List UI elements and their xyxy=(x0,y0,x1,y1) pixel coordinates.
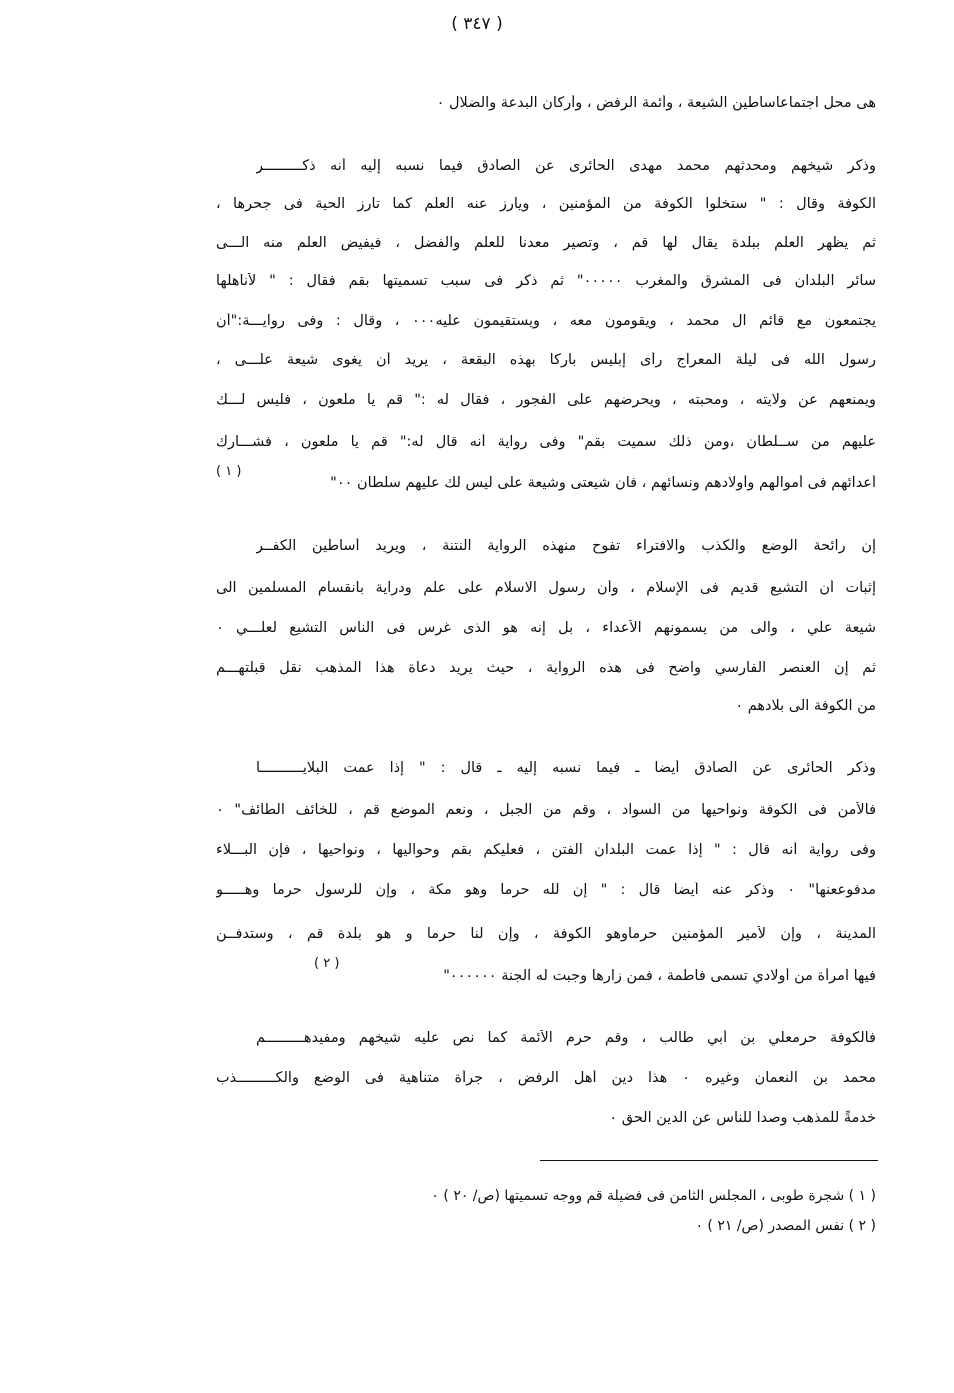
text-line: وفى رواية أنه قال : " إذا عمت البلدان الفتن ، فعليكم بقم وحواليها ، ونواحيها ، فإن البـــلاء xyxy=(216,842,876,858)
text-line: ثم إن العنصر الفارسي واضح فى هذه الرواية ، حيث يريد دعاة هذا المذهب نقل قبلتهـــم xyxy=(216,660,876,676)
text-line: شيعة علي ، والى من يسمونهم الأعداء ، بل إنه هو الذى غرس فى الناس التشيع لعلـــي ٠ xyxy=(216,620,876,636)
text-line: يجتمعون مع قائم آل محمد ، ويقومون معه ، ويستقيمون عليه٠٠٠ ، وقال : وفى روايـــة:"أن xyxy=(216,313,876,329)
text-line: وذكر شيخهم ومحدثهم محمد مهدى الحائرى عن الصادق فيما نسبه إليه أنه ذكـــــــــر xyxy=(256,158,876,174)
text-line: من الكوفة الى بلادهم ٠ xyxy=(735,698,876,714)
text-line: المدينة ، وإن لأمير المؤمنين حرماوهو الكوفة ، وإن لنا حرما و هو بلدة قم ، وستدفــن xyxy=(216,926,876,942)
page-number: ( ٣٤٧ ) xyxy=(451,14,503,34)
text-line: ثم يظهر العلم ببلدة يقال لها قم ، وتصير معدنا للعلم والفضل ، فيفيض العلم منه الـــى xyxy=(216,235,876,251)
text-line: وذكر الحائرى عن الصادق أيضا ـ فيما نسبه إليه ـ قال : " إذا عمت البلايــــــــــا xyxy=(256,760,876,776)
text-line: عليهم من ســلطان ،ومن ذلك سميت بقم" وفى رواية أنه قال له:" قم يا ملعون ، فشـــارك xyxy=(216,434,876,450)
text-line: أعدائهم فى أموالهم وأولادهم ونسائهم ، فان شيعتى وشيعة على ليس لك عليهم سلطان ٠٠" xyxy=(330,475,876,491)
footnote: ( ١ ) شجرة طوبى ، المجلس الثامن فى فضيلة قم ووجه تسميتها (ص/ ٢٠ ) ٠ xyxy=(431,1188,876,1204)
text-line: الكوفة وقال : " ستخلوا الكوفة من المؤمنين ، ويأرز عنه العلم كما تأرز الحية فى جحرها ، xyxy=(216,196,876,212)
text-line: خدمةً للمذهب وصداً للناس عن الدين الحق ٠ xyxy=(609,1110,876,1126)
footnote: ( ٢ ) نفس المصدر (ص/ ٢١ ) ٠ xyxy=(695,1218,876,1234)
reference-marker: ( ١ ) xyxy=(216,464,242,479)
footnote-separator xyxy=(540,1160,878,1161)
text-line: فالكوفة حرمعلي بن أبي طالب ، وقم حرم الأئمة كما نص عليه شيخهم ومفيدهـــــــــم xyxy=(256,1030,876,1046)
text-line: رسول الله فى ليلة المعراج رأى إبليس باركا بهذه البقعة ، يريد أن يغوى شيعة علـــى ، xyxy=(216,352,876,368)
text-line: فالأمن فى الكوفة ونواحيها من السواد ، وقم من الجبل ، ونعم الموضع قم ، للخائف الطائف" ٠ xyxy=(216,802,876,818)
reference-marker: ( ٢ ) xyxy=(314,956,340,971)
text-line: ويمنعهم عن ولايته ، ومحبته ، ويحرضهم على الفجور ، فقال له :" قم يا ملعون ، فليس لـــك xyxy=(216,392,876,408)
text-line: سائر البلدان فى المشرق والمغرب ٠٠٠٠٠" ثم ذكر فى سبب تسميتها بقم فقال : " لأنأهلها xyxy=(216,273,876,289)
text-line: محمد بن النعمان وغيره ٠ هذا دين أهل الرفض ، جرأة متناهية فى الوضع والكـــــــــذب xyxy=(216,1070,876,1086)
text-line: إثبات أن التشيع قديم فى الإسلام ، وأن رسول الاسلام على علم ودراية بانقسام المسلمين الى xyxy=(216,580,876,596)
text-line: إن رائحة الوضع والكذب والافتراء تفوح منهذه الرواية النتنة ، ويريد أساطين الكفــر xyxy=(256,538,876,554)
text-line: هى محل اجتماعأساطين الشيعة ، وأئمة الرفض ، وأركان البدعة والضلال ٠ xyxy=(436,95,876,111)
text-line: مدفوععنها" ٠ وذكر عنه أيضا قال : " إن لله حرما وهو مكة ، وإن للرسول حرما وهـــــو xyxy=(216,882,876,898)
text-line: فيها امرأة من أولادي تسمى فاطمة ، فمن زارها وجبت له الجنة ٠٠٠٠٠٠" xyxy=(443,968,876,984)
